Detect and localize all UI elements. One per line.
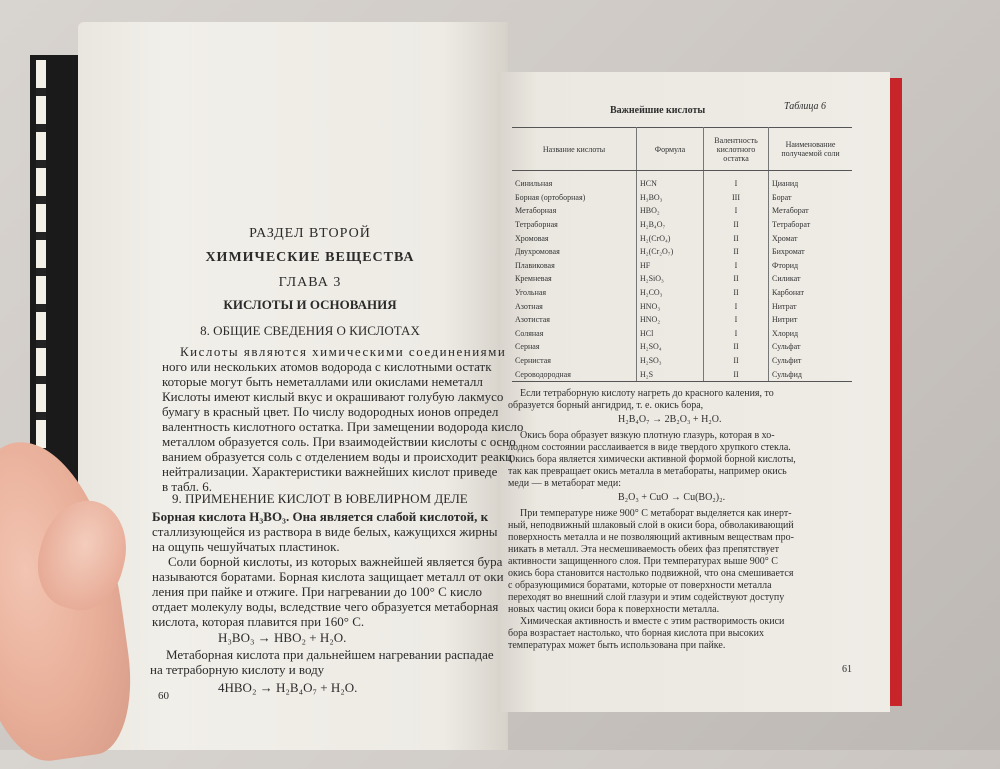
para9-line: Борная кислота H₃BO₃. Она является слабой кислотой, к: [152, 509, 489, 524]
para8-line: металлом образуется соль. При взаимодействии кислоты с осно: [162, 434, 516, 449]
para8-line: Кислоты являются химическими соединениями: [180, 344, 507, 359]
table-cell: Плавиковая: [515, 260, 555, 270]
right-body-line: лодном состоянии расслаивается в виде твердого хрупкого стекла.: [508, 442, 791, 453]
table-cell: Фторид: [769, 259, 853, 273]
table-row: [512, 259, 852, 273]
para9-line: на ощупь чешуйчатых пластинок.: [152, 539, 340, 554]
table-cell: I: [704, 171, 769, 191]
table-cell: Метаборат: [769, 204, 853, 218]
table-cell: H₂S: [637, 367, 704, 381]
table-cell: Метаборная: [515, 206, 557, 216]
table-cell: II: [704, 367, 769, 381]
table-cell: Цианид: [769, 171, 853, 191]
right-formula: H₂B₄O₇ → 2B₂O₃ + H₂O.: [618, 414, 722, 425]
table-header: Название кислоты: [512, 128, 637, 171]
table-cell: I: [704, 259, 769, 273]
chapter-title: КИСЛОТЫ И ОСНОВАНИЯ: [223, 297, 397, 312]
red-page-edge: [888, 78, 902, 706]
table-header: Наименование получаемой соли: [769, 128, 853, 171]
table-label: Таблица 6: [784, 101, 826, 112]
table-header: Валентность кислотного остатка: [704, 128, 769, 171]
table-cell: Хромовая: [515, 233, 549, 243]
table-cell: H₂SiO₃: [637, 272, 704, 286]
table-cell: II: [704, 272, 769, 286]
table-cell: Кремневая: [515, 274, 552, 284]
para8-line: Кислоты имеют кислый вкус и окрашивают голубую лакмусо: [162, 389, 504, 404]
table-cell: Тетраборная: [515, 220, 558, 230]
table-caption: Важнейшие кислоты: [610, 105, 706, 116]
table-cell: Сульфит: [769, 354, 853, 368]
table-cell: HCl: [637, 327, 704, 341]
para8-line: бумагу в красный цвет. По числу водородных ионов определ: [162, 404, 499, 419]
table-cell: I: [704, 204, 769, 218]
para9-line: Соли борной кислоты, из которых важнейшей является бура: [168, 554, 503, 569]
para9-line: называются боратами. Борная кислота защищает металл от оки: [152, 569, 504, 584]
para9-line: кислота, которая плавится при 160° С.: [152, 614, 365, 629]
para8-line: ванием образуется соль с отделением воды и происходит реакц: [162, 449, 513, 464]
table-cell: I: [704, 327, 769, 341]
table-cell: I: [704, 299, 769, 313]
table-row: [512, 204, 852, 218]
right-body-line: окись бора становится настолько подвижной, что она смешивается: [508, 568, 794, 579]
heading-9: 9. ПРИМЕНЕНИЕ КИСЛОТ В ЮВЕЛИРНОМ ДЕЛЕ: [172, 491, 468, 506]
heading-8: 8. ОБЩИЕ СВЕДЕНИЯ О КИСЛОТАХ: [200, 323, 420, 338]
section-heading: РАЗДЕЛ ВТОРОЙ: [249, 226, 371, 241]
table-cell: Сульфат: [769, 340, 853, 354]
table-cell: Борная (ортоборная): [515, 192, 586, 202]
chapter-heading: ГЛАВА 3: [278, 275, 342, 290]
table-cell: Тетраборат: [769, 218, 853, 232]
right-body-line: Если тетраборную кислоту нагреть до красного каления, то: [520, 388, 774, 399]
table-cell: H₂(CrO₄): [637, 231, 704, 245]
table-row: [512, 299, 852, 313]
right-body-line: меди — в метаборат меди:: [508, 478, 621, 489]
table-cell: Синильная: [515, 179, 553, 189]
table-cell: HCN: [637, 171, 704, 191]
table-cell: Азотная: [515, 301, 543, 311]
para9-line: сталлизующейся из раствора в виде белых, кажущихся жирны: [152, 524, 498, 539]
table-cell: Сероводородная: [512, 367, 637, 381]
table-cell: Хромат: [769, 231, 853, 245]
table-cell: II: [704, 231, 769, 245]
right-body-line: Окись бора образует вязкую плотную глазурь, которая в хо-: [520, 430, 775, 441]
table-cell: II: [704, 340, 769, 354]
right-body-line: бора возрастает настолько, что борная кислота при высоких: [508, 628, 764, 639]
acids-table: [512, 127, 852, 382]
table-cell: Сернистая: [515, 356, 551, 366]
right-body-line: При температуре ниже 900° С метаборат выделяется как инерт-: [520, 508, 792, 519]
right-body-line: активности защищенного слоя. При температурах выше 900° С: [508, 556, 778, 567]
page-number-left: 60: [158, 690, 169, 702]
table-cell: II: [704, 218, 769, 232]
table-cell: HF: [637, 259, 704, 273]
para8-line: валентность кислотного остатка. При замещении водорода кисло: [162, 419, 524, 434]
table-row: [512, 272, 852, 286]
formula-line: 4HBO₂ → H₂B₄O₇ + H₂O.: [218, 680, 358, 695]
para8-line: нейтрализации. Характеристики важнейших кислот приведе: [162, 464, 498, 479]
right-body-line: ный, неподвижный шлаковый слой в окиси бора, обволакивающий: [508, 520, 794, 531]
table-cell: H₂B₄O₇: [637, 218, 704, 232]
right-body-line: Химическая активность и вместе с этим растворимость окиси: [520, 616, 785, 627]
table-cell: H₃BO₃: [637, 191, 704, 205]
table-cell: II: [704, 245, 769, 259]
table-cell: H₂SO₄: [637, 340, 704, 354]
right-body-line: новых частиц окиси бора к поверхности металла.: [508, 604, 720, 615]
para8-line: которые могут быть неметаллами или окислами неметалл: [162, 374, 483, 389]
table-cell: Сульфид: [769, 367, 853, 381]
table-cell: III: [704, 191, 769, 205]
table-cell: Карбонат: [769, 286, 853, 300]
table-cell: H₂SO₃: [637, 354, 704, 368]
table-cell: Угольная: [515, 288, 547, 298]
table-cell: Соляная: [515, 328, 544, 338]
table-cell: Хлорид: [769, 327, 853, 341]
table-row: [512, 245, 852, 259]
formula-line: H₃BO₃ → HBO₂ + H₂O.: [218, 630, 347, 645]
table-cell: HNO₃: [637, 299, 704, 313]
para9-line: ления при пайке и отжиге. При нагревании до 100° С кисло: [152, 584, 483, 599]
section-title: ХИМИЧЕСКИЕ ВЕЩЕСТВА: [205, 250, 415, 265]
table-cell: Серная: [515, 342, 540, 352]
table-cell: Борат: [769, 191, 853, 205]
table-cell: H₂(Cr₂O₇): [637, 245, 704, 259]
table-cell: Нитрат: [769, 299, 853, 313]
right-body-line: Окись бора является химически активной формой борной кислоты,: [508, 454, 796, 465]
table-row: [512, 340, 852, 354]
table-row: [512, 171, 852, 191]
table-cell: H₂CO₃: [637, 286, 704, 300]
table-row: [512, 286, 852, 300]
table-cell: HBO₂: [637, 204, 704, 218]
right-body-line: переходят во внешний слой глазури и этим содействуют доступу: [508, 592, 785, 603]
right-body-line: поверхность металла и не позволяющий активным веществам про-: [508, 532, 794, 543]
table-cell: Бихромат: [769, 245, 853, 259]
table-row: [512, 218, 852, 232]
table-cell: Нитрит: [769, 313, 853, 327]
right-formula: B₂O₃ + CuO → Cu(BO₂)₂.: [618, 492, 726, 503]
para9-line: Метаборная кислота при дальнейшем нагревании распадае: [166, 647, 494, 662]
right-body-line: так как превращает окись металла в метабораты, например окись: [508, 466, 787, 477]
table-cell: Силикат: [769, 272, 853, 286]
para9-line: отдает молекулу воды, вследствие чего образуется метаборная: [152, 599, 499, 614]
right-body-line: образуется борный ангидрид, т. е. окись бора,: [508, 400, 704, 411]
right-body-line: температурах может быть использована при пайке.: [508, 640, 726, 651]
para8-line: в табл. 6.: [162, 479, 213, 494]
table-row: [512, 367, 852, 381]
table-row: [512, 354, 852, 368]
page-number-right: 61: [842, 664, 852, 675]
table-cell: HNO₂: [637, 313, 704, 327]
table-row: [512, 231, 852, 245]
table-header: Формула: [637, 128, 704, 171]
table-cell: I: [704, 313, 769, 327]
right-body-line: с образующимися боратами, которые от поверхности металла: [508, 580, 772, 591]
para9-line: на тетраборную кислоту и воду: [150, 662, 325, 677]
table-cell: Двухромовая: [515, 247, 560, 257]
table-cell: II: [704, 286, 769, 300]
table-row: [512, 313, 852, 327]
table-cell: II: [704, 354, 769, 368]
para8-line: ного или нескольких атомов водорода с кислотными остатк: [162, 359, 492, 374]
table-row: [512, 327, 852, 341]
right-body-line: никать в металл. Эта несмешиваемость обеих фаз препятствует: [508, 544, 779, 555]
table-cell: Азотистая: [515, 315, 550, 325]
table-row: [512, 191, 852, 205]
